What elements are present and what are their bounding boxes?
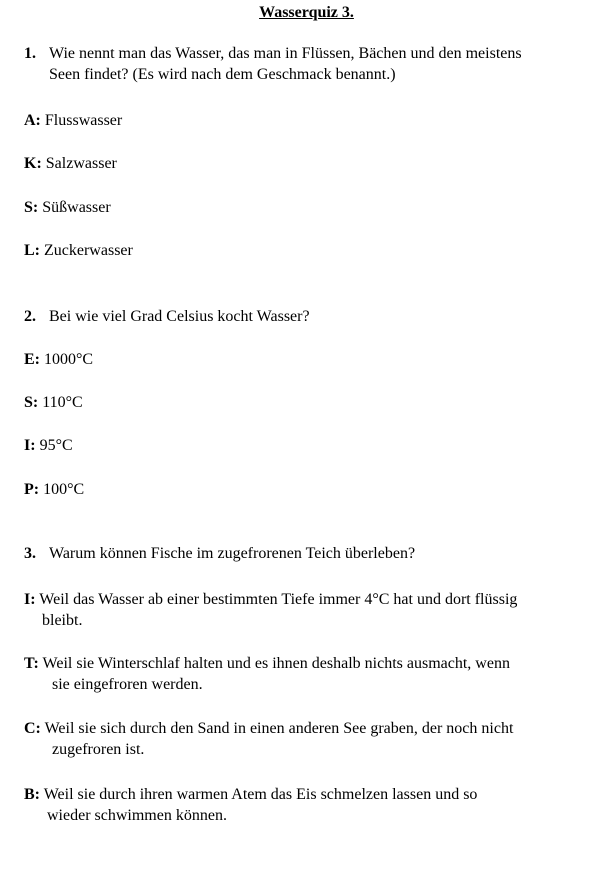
answer-letter: A: xyxy=(24,112,41,129)
answer-option[interactable] xyxy=(24,784,477,826)
answer-text: Süßwasser xyxy=(42,199,111,216)
answer-text: 1000°C xyxy=(44,351,94,368)
question-text-line2: Seen findet? (Es wird nach dem Geschmack benannt.) xyxy=(49,66,396,83)
answer-text: Salzwasser xyxy=(45,155,117,172)
answer-letter: P: xyxy=(24,481,40,498)
answer-letter: B: xyxy=(24,786,40,803)
answer-option[interactable] xyxy=(24,479,84,500)
answer-text-line2: zugefroren ist. xyxy=(52,741,145,758)
answer-letter: L: xyxy=(24,242,40,259)
page-title: Wasserquiz 3. xyxy=(259,4,354,21)
answer-option[interactable] xyxy=(24,589,517,631)
answer-letter: S: xyxy=(24,394,39,411)
answer-letter: I: xyxy=(24,437,36,454)
answer-letter: C: xyxy=(24,720,41,737)
answer-text-line2: sie eingefroren werden. xyxy=(52,676,203,693)
answer-letter: S: xyxy=(24,199,39,216)
answer-option[interactable] xyxy=(24,197,111,218)
answer-option[interactable] xyxy=(24,718,513,760)
answer-letter: T: xyxy=(24,655,39,672)
question-text-line1: Wie nennt man das Wasser, das man in Flüssen, Bächen und den meistens xyxy=(49,45,522,62)
answer-text: Weil sie Winterschlaf halten und es ihnen deshalb nichts ausmacht, wenn xyxy=(42,655,510,672)
answer-text: Weil sie sich durch den Sand in einen anderen See graben, der noch nicht xyxy=(44,720,514,737)
answer-text: Weil sie durch ihren warmen Atem das Eis schmelzen lassen und so xyxy=(43,786,478,803)
answer-letter: E: xyxy=(24,351,40,368)
answer-option[interactable] xyxy=(24,153,117,174)
question-1 xyxy=(24,43,522,85)
question-number: 1. xyxy=(24,45,36,62)
answer-option[interactable] xyxy=(24,349,93,370)
answer-text: 110°C xyxy=(42,394,83,411)
answer-letter: K: xyxy=(24,155,42,172)
answer-text: Weil das Wasser ab einer bestimmten Tiefe immer 4°C hat und dort flüssig xyxy=(39,591,518,608)
answer-text-line2: bleibt. xyxy=(42,612,83,629)
answer-text: Flusswasser xyxy=(44,112,123,129)
question-number: 2. xyxy=(24,308,36,325)
answer-text-line2: wieder schwimmen können. xyxy=(47,807,227,824)
answer-option[interactable] xyxy=(24,435,73,456)
question-3 xyxy=(24,543,415,564)
question-2 xyxy=(24,306,310,327)
answer-option[interactable] xyxy=(24,240,133,261)
answer-text: Zuckerwasser xyxy=(44,242,133,259)
answer-option[interactable] xyxy=(24,392,83,413)
answer-option[interactable] xyxy=(24,653,510,695)
question-number: 3. xyxy=(24,545,36,562)
answer-letter: I: xyxy=(24,591,36,608)
question-text-line1: Bei wie viel Grad Celsius kocht Wasser? xyxy=(49,308,310,325)
answer-text: 95°C xyxy=(39,437,73,454)
question-text-line1: Warum können Fische im zugefrorenen Teich überleben? xyxy=(49,545,416,562)
answer-text: 100°C xyxy=(43,481,85,498)
answer-option[interactable] xyxy=(24,110,122,131)
